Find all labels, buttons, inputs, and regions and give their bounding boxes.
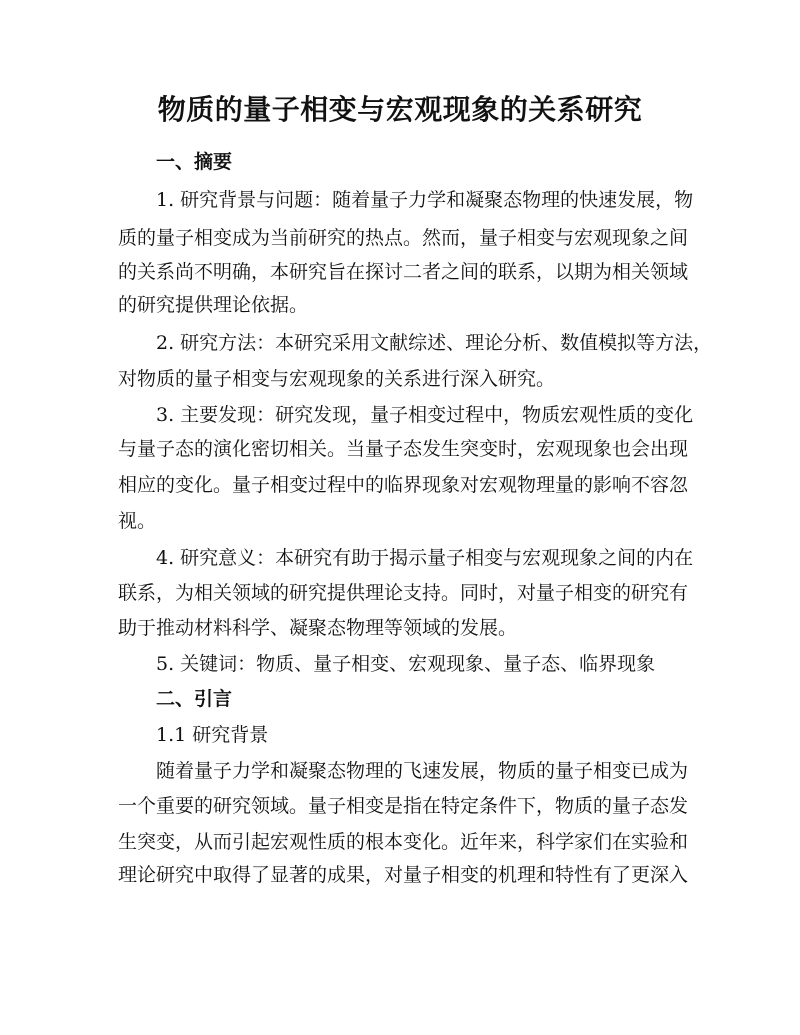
paragraph-line: 视。 [118, 510, 157, 532]
section-heading-intro: 二、引言 [156, 688, 233, 710]
paragraph-line: 1. 研究背景与问题：随着量子力学和凝聚态物理的快速发展，物 [156, 189, 694, 211]
paragraph-line: 随着量子力学和凝聚态物理的飞速发展，物质的量子相变已成为 [156, 760, 689, 782]
paragraph-line: 的关系尚不明确，本研究旨在探讨二者之间的联系，以期为相关领域 [118, 261, 689, 283]
paragraph-line: 与量子态的演化密切相关。当量子态发生突变时，宏观现象也会出现 [118, 438, 689, 460]
subsection-heading: 1.1 研究背景 [156, 724, 269, 746]
paragraph-line: 4. 研究意义：本研究有助于揭示量子相变与宏观现象之间的内在 [156, 547, 694, 569]
paragraph-line: 助于推动材料科学、凝聚态物理等领域的发展。 [118, 617, 518, 639]
paragraph-line: 3. 主要发现：研究发现，量子相变过程中，物质宏观性质的变化 [156, 404, 694, 426]
paragraph-line: 生突变，从而引起宏观性质的根本变化。近年来，科学家们在实验和 [118, 831, 689, 853]
keywords-line: 5. 关键词：物质、量子相变、宏观现象、量子态、临界现象 [156, 653, 656, 675]
paragraph-line: 联系，为相关领域的研究提供理论支持。同时，对量子相变的研究有 [118, 582, 689, 604]
document-title: 物质的量子相变与宏观现象的关系研究 [157, 93, 643, 126]
paragraph-line: 质的量子相变成为当前研究的热点。然而，量子相变与宏观现象之间 [118, 227, 689, 249]
paragraph-line: 一个重要的研究领域。量子相变是指在特定条件下，物质的量子态发 [118, 795, 689, 817]
section-heading-abstract: 一、摘要 [156, 151, 233, 173]
paragraph-line: 的研究提供理论依据。 [118, 294, 309, 316]
paragraph-line: 对物质的量子相变与宏观现象的关系进行深入研究。 [118, 368, 556, 390]
paragraph-line: 相应的变化。量子相变过程中的临界现象对宏观物理量的影响不容忽 [118, 474, 689, 496]
paragraph-line: 理论研究中取得了显著的成果，对量子相变的机理和特性有了更深入 [118, 864, 689, 886]
paragraph-line: 2. 研究方法：本研究采用文献综述、理论分析、数值模拟等方法， [156, 332, 713, 354]
